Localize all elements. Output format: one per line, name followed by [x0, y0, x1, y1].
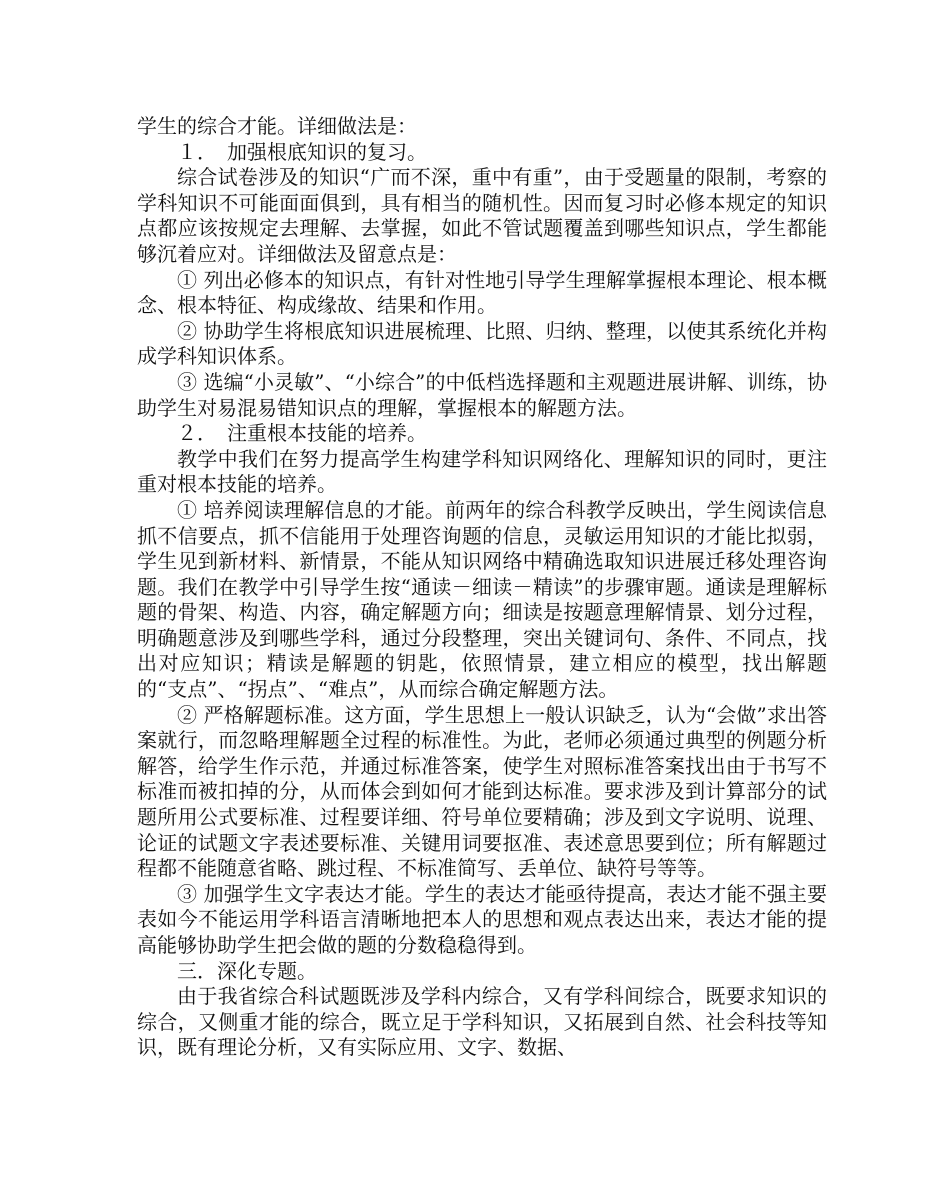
list-item-1-1: ① 列出必修本的知识点，有针对性地引导学生理解掌握根本理论、根本概念、根本特征、构成缘故、结果和作用。 [137, 267, 827, 318]
list-item-1-3: ③ 选编“小灵敏”、“小综合”的中低档选择题和主观题进展讲解、训练，协助学生对易混易错知识点的理解，掌握根本的解题方法。 [137, 369, 827, 420]
list-item-2-1: ① 培养阅读理解信息的才能。前两年的综合科教学反映出，学生阅读信息抓不信要点，抓不信能用于处理咨询题的信息，灵敏运用知识的才能比拟弱，学生见到新材料、新情景，不能从知识网络中精确选取知识进展迁移处理咨询题。我们在教学中引导学生按“通读－细读－精读”的步骤审题。通读是理解标题的骨架、构造、内容，确定解题方向；细读是按题意理解情景、划分过程，明确题意涉及到哪些学科，通过分段整理，突出关键词句、条件、不同点，找出对应知识；精读是解题的钥匙，依照情景，建立相应的模型，找出解题的“支点”、“拐点”、“难点”，从而综合确定解题方法。 [137, 497, 827, 702]
paragraph-3: 由于我省综合科试题既涉及学科内综合，又有学科间综合，既要求知识的综合，又侧重才能的综合，既立足于学科知识，又拓展到自然、社会科技等知识，既有理论分析，又有实际应用、文字、数据、 [137, 984, 827, 1060]
heading-1: １． 加强根底知识的复习。 [177, 139, 427, 164]
heading-3: 三．深化专题。 [177, 958, 317, 983]
paragraph-1: 综合试卷涉及的知识“广而不深，重中有重”，由于受题量的限制，考察的学科知识不可能面面俱到，具有相当的随机性。因而复习时必修本规定的知识点都应该按规定去理解、去掌握，如此不管试题覆盖到哪些知识点，学生都能够沉着应对。详细做法及留意点是： [137, 165, 827, 266]
paragraph-2: 教学中我们在努力提高学生构建学科知识网络化、理解知识的同时，更注重对根本技能的培养。 [137, 446, 827, 497]
heading-2: ２． 注重根本技能的培养。 [177, 421, 427, 446]
document-body [137, 114, 827, 1061]
list-item-2-3: ③ 加强学生文字表达才能。学生的表达才能亟待提高，表达才能不强主要表如今不能运用学科语言清晰地把本人的思想和观点表达出来，表达才能的提高能够协助学生把会做的题的分数稳稳得到。 [137, 881, 827, 957]
list-item-2-2: ② 严格解题标准。这方面，学生思想上一般认识缺乏，认为“会做”求出答案就行，而忽略理解题全过程的标准性。为此，老师必须通过典型的例题分析解答，给学生作示范，并通过标准答案，使学生对照标准答案找出由于书写不标准而被扣掉的分，从而体会到如何才能到达标准。要求涉及到计算部分的试题所用公式要标准、过程要详细、符号单位要精确；涉及到文字说明、说理、论证的试题文字表述要标准、关键用词要抠准、表述意思要到位；所有解题过程都不能随意省略、跳过程、不标准简写、丢单位、缺符号等等。 [137, 702, 827, 881]
paragraph-intro: 学生的综合才能。详细做法是： [137, 114, 417, 138]
list-item-1-2: ② 协助学生将根底知识进展梳理、比照、归纳、整理，以使其系统化并构成学科知识体系。 [137, 318, 827, 369]
